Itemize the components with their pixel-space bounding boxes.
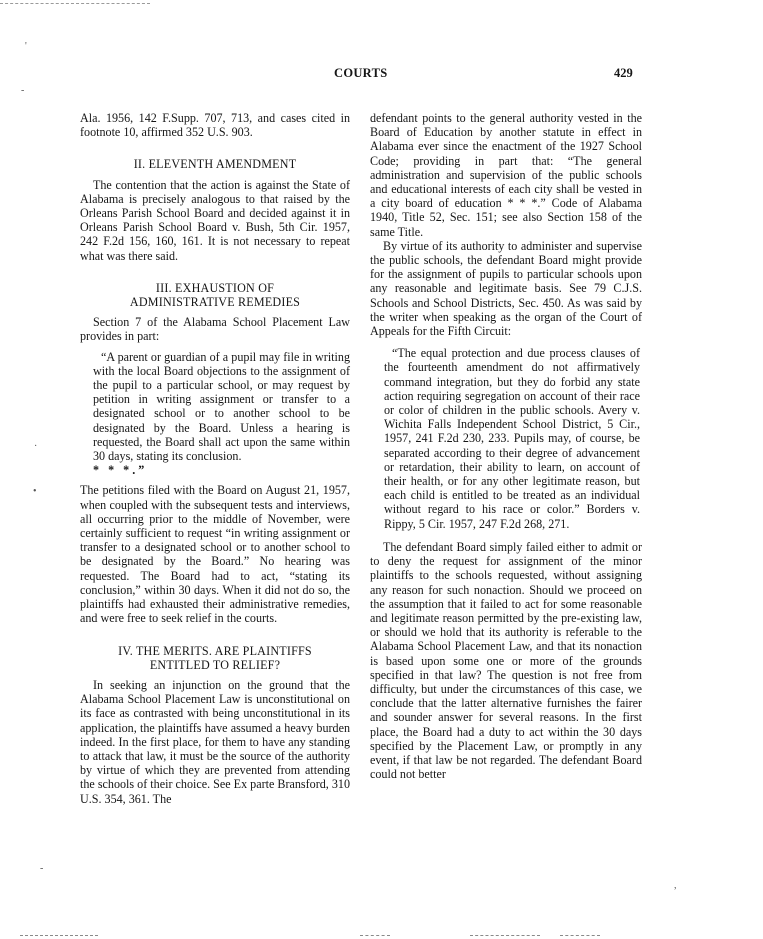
block-quote-text: “A parent or guardian of a pupil may file in writing with the local Board objections to the assignment of the pupil to a particular school, or may request by petition in writing assignment or transfer to a designated school or to another school to be designated by the Board. Unless a hearing is requested, the Board shall act upon the same within 30 days, stating its conclusion. — [93, 349, 350, 464]
left-paragraph-section7: Section 7 of the Alabama School Placement Law provides in part: — [80, 315, 350, 344]
bottom-scan-rule — [360, 935, 390, 936]
margin-mark: ' — [25, 41, 27, 52]
margin-mark: · — [34, 441, 38, 452]
margin-mark: • — [33, 486, 37, 497]
block-quote-ellipsis: * * *.” — [93, 463, 148, 478]
section-heading-exhaustion-line2: ADMINISTRATIVE REMEDIES — [129, 295, 301, 310]
left-column — [80, 111, 350, 806]
left-paragraph-eleventh-amendment: The contention that the action is against the State of Alabama is precisely analogous to that raised by the Orleans Parish School Board and decided against it in Orleans Parish School Board v. Bush, 5th Cir. 1957, 242 F.2d 156, 160, 161. It is not necessary to repeat what was there said. — [80, 177, 350, 263]
section-heading-eleventh-amendment: II. ELEVENTH AMENDMENT — [133, 157, 297, 172]
margin-mark: - — [40, 863, 44, 874]
running-header — [0, 66, 763, 84]
section-heading-merits-line2: ENTITLED TO RELIEF? — [149, 657, 281, 672]
section-heading-merits-line1: IV. THE MERITS. ARE PLAINTIFFS — [118, 643, 312, 658]
right-paragraph-general-authority: defendant points to the general authority vested in the Board of Education by another statute in effect in Alabama ever since the enactment of the 1927 School Code; providing in part that: “The general administration and supervision of the public schools and educational interests of each city shall be vested in a city board of education * * *.” Code of Alabama 1940, Title 52, Sec. 151; see also Section 158 of the same Title. — [370, 111, 642, 239]
section-heading-exhaustion-line1: III. EXHAUSTION OF — [155, 280, 275, 295]
top-scan-rule — [0, 3, 150, 4]
left-paragraph-continuation: Ala. 1956, 142 F.Supp. 707, 713, and cases cited in footnote 10, affirmed 352 U.S. 903. — [80, 111, 350, 140]
right-paragraph-board-failed: The defendant Board simply failed either to admit or to deny the request for assignment of the minor plaintiffs to the schools requested, without assigning any reason for such nonaction. Should we proceed on the assumption that it failed to act for some reasonable and legitimate reason permitted by the pre-existing law, or should we hold that its authority is referable to the Alabama School Placement Law, and that its nonaction is based upon some one or more of the grounds specified in that law? The question is not free from difficulty, but under the circumstances of this case, we conclude that the latter alternative furnishes the fairer and sounder answer for several reasons. In the first place, the Board had a duty to act within the 30 days specified by the Placement Law, or promptly in any event, if that law be not regarded. The defendant Board could not better — [370, 539, 642, 782]
right-paragraph-virtue-of-authority: By virtue of its authority to administer and supervise the public schools, the defendant Board might provide for the assignment of pupils to particular schools upon any reasonable and legitimate basis. See 79 C.J.S. Schools and School Districts, Sec. 450. As was said by the writer when speaking as the organ of the Court of Appeals for the Fifth Circuit: — [370, 238, 642, 339]
bottom-scan-rule — [560, 935, 600, 936]
block-quote-placement-law — [93, 350, 350, 478]
bottom-scan-rule — [20, 935, 98, 936]
left-paragraph-petitions: The petitions filed with the Board on August 21, 1957, when coupled with the subsequent tests and interviews, all occurring prior to the middle of November, were certainly sufficient to request “in writing assignment or transfer to a designated school or to another school to be designated by the Board.” No hearing was requested. The Board had to act, “stating its conclusion,” within 30 days. When it did not do so, the plaintiffs had exhausted their administrative remedies, and were free to seek relief in the courts. — [80, 483, 350, 626]
section-heading-merits — [80, 644, 350, 672]
margin-mark: , — [674, 880, 677, 891]
page-number: 429 — [614, 66, 633, 80]
margin-mark: - — [21, 85, 25, 96]
running-title: COURTS — [334, 66, 388, 80]
section-heading-exhaustion — [80, 281, 350, 309]
block-quote-borders-v-rippy: “The equal protection and due process clauses of the fourteenth amendment do not affirmatively command integration, but they do forbid any state action requiring segregation on account of their race or color of children in the public schools. Avery v. Wichita Falls Independent School District, 5 Cir., 1957, 241 F.2d 230, 233. Pupils may, of course, be separated according to their degree of advancement or retardation, their ability to learn, on account of their health, or for any other legitimate reason, but each child is entitled to be treated as an individual without regard to his race or color.” Borders v. Rippy, 5 Cir. 1957, 247 F.2d 268, 271. — [384, 346, 640, 531]
bottom-scan-rule — [470, 935, 540, 936]
left-paragraph-injunction: In seeking an injunction on the ground that the Alabama School Placement Law is unconstitutional on its face as contrasted with being unconstitutional in its application, the plaintiffs have assumed a heavy burden indeed. In the first place, for them to have any standing to attack that law, it must be the source of the authority by virtue of which they are prevented from attending the schools of their choice. See Ex parte Bransford, 310 U.S. 354, 361. The — [80, 677, 350, 806]
right-column — [370, 111, 642, 781]
